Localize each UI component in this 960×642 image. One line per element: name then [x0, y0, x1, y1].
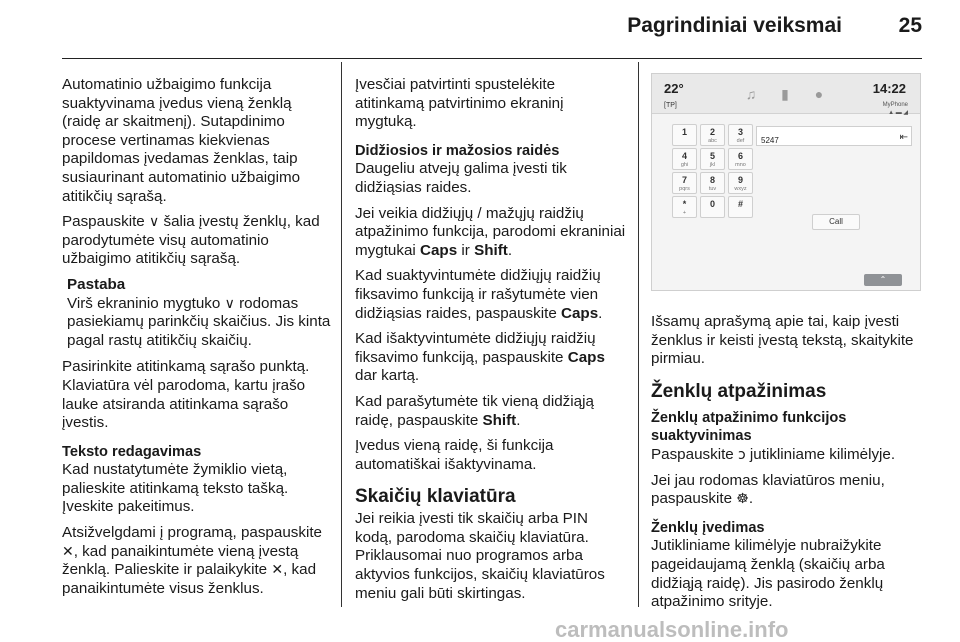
subsection-heading: Ženklų atpažinimo funkcijos suaktyvinimas	[651, 409, 847, 445]
keypad-key: 0	[700, 196, 725, 218]
call-button: Call	[812, 214, 860, 230]
page-number: 25	[898, 14, 922, 37]
paragraph: Jei veikia didžiųjų / mažųjų raidžių atpažinimo funkcija, parodomi ekraniniai mygtukai Caps ir Shift.	[355, 204, 626, 259]
handwriting-icon: ↄ	[737, 446, 746, 463]
paragraph: Pasirinkite atitinkamą sąrašo punktą. Klaviatūra vėl parodoma, kartu įrašo lauke atsiranda atitinkama sąrašo įvestis.	[62, 358, 310, 432]
shift-label: Shift	[482, 411, 517, 429]
keypad-key: * +	[672, 196, 697, 218]
caps-label: Caps	[420, 241, 458, 259]
page-header	[0, 0, 960, 62]
number-input	[756, 126, 912, 146]
keypad-key: #	[728, 196, 753, 218]
watermark: carmanualsonline.info	[555, 617, 789, 642]
column-divider-left	[341, 62, 342, 607]
header-rule	[62, 58, 922, 59]
paragraph: Įvesčiai patvirtinti spustelėkite atitinkamą patvirtinimo ekraninį mygtuką.	[355, 76, 564, 131]
paragraph: Kad nustatytumėte žymiklio vietą, palieskite atitinkamą teksto tašką. Įveskite pakeitimus.	[62, 461, 289, 516]
page-title: Pagrindiniai veiksmai	[627, 14, 842, 37]
close-icon: ✕	[62, 543, 74, 560]
paragraph: Kad išaktyvintumėte didžiųjų raidžių fiksavimo funkciją, paspauskite Caps dar kartą.	[355, 330, 605, 385]
column-2	[355, 76, 627, 610]
paragraph: Jei reikia įvesti tik skaičių arba PIN kodą, parodoma skaičių klaviatūra. Priklausomai nuo programos arba aktyvios funkcijos, skaičių klaviatūros meniu gali būti skirtingas.	[355, 510, 605, 602]
note-block	[62, 276, 334, 350]
status-bar	[652, 74, 920, 114]
paragraph: Kad suaktyvintumėte didžiųjų raidžių fiksavimo funkciją ir rašytumėte vien didžiąsias raides, paspauskite Caps.	[355, 267, 603, 322]
section-title: Skaičių klaviatūra	[355, 486, 516, 508]
phone-icon: ▮	[781, 86, 789, 102]
paragraph: Jutikliniame kilimėlyje nubraižykite pageidaujamą ženklą (skaičių arba didžiąją raidę). Jis pasirodo ženklų atpažinimo srityje.	[651, 537, 885, 611]
number-value: 5247	[761, 136, 779, 145]
section-heading: Didžiosios ir mažosios raidės	[355, 142, 560, 159]
alert-icon: ●	[814, 86, 824, 102]
subsection-heading: Ženklų įvedimas	[651, 519, 765, 536]
paragraph: Daugeliu atvejų galima įvesti tik didžiąsias raides.	[355, 160, 567, 196]
keypad-key: 3 def	[728, 124, 753, 146]
keypad-key: 7 pqrs	[672, 172, 697, 194]
column-divider-right	[638, 62, 639, 607]
backspace-icon: ⇤	[899, 132, 908, 143]
chevron-down-icon: ∨	[224, 295, 235, 312]
note-title: Pastaba	[67, 275, 126, 293]
keypad-key: 4 ghi	[672, 148, 697, 170]
paragraph: Kad parašytumėte tik vieną didžiąją raidę, paspauskite Shift.	[355, 392, 594, 429]
paragraph: Jei jau rodomas klaviatūros meniu, paspauskite ☸.	[651, 471, 885, 508]
note-text: Virš ekraninio mygtuko ∨ rodomas pasiekiamų parinkčių skaičius. Jis kinta pagal rastų atitikčių skaičių.	[67, 294, 331, 349]
column-1	[62, 76, 334, 605]
close-icon: ✕	[271, 562, 284, 579]
temperature: 22°	[664, 81, 684, 96]
music-icon: ♫	[745, 86, 757, 102]
phone-label: MyPhone	[882, 102, 908, 108]
keypad-key: 9 wxyz	[728, 172, 753, 194]
paragraph: Paspauskite ↄ jutikliniame kilimėlyje.	[651, 445, 896, 463]
hide-keypad-icon: ⌃	[864, 274, 902, 286]
paragraph: Paspauskite ∨ šalia įvestų ženklų, kad parodytumėte visų automatinio užbaigimo atitikčių sąrašą.	[62, 213, 320, 268]
paragraph: Įvedus vieną raidę, ši funkcija automatiškai išaktyvinama.	[355, 437, 554, 473]
character-recognition-icon: ☸	[736, 491, 749, 508]
paragraph: Išsamų aprašymą apie tai, kaip įvesti ženklus ir keisti įvestą tekstą, skaitykite pirmiau.	[651, 313, 914, 368]
clock: 14:22	[872, 81, 906, 96]
signal-icon: ▲ ▬ ◢	[888, 110, 908, 116]
keypad-key: 5 jkl	[700, 148, 725, 170]
keypad-key: 6 mno	[728, 148, 753, 170]
section-heading: Teksto redagavimas	[62, 443, 202, 460]
chevron-down-icon: ∨	[148, 214, 160, 231]
keypad-key: 1	[672, 124, 697, 146]
keypad-key: 2 abc	[700, 124, 725, 146]
section-title: Ženklų atpažinimas	[651, 380, 827, 402]
caps-label: Caps	[561, 304, 599, 322]
column-3	[651, 76, 926, 619]
paragraph: Atsižvelgdami į programą, paspauskite ✕, kad panaikintumėte vieną įvestą ženklą. Palieskite ir palaikykite ✕, kad panaikintumėte visus ženklus.	[62, 524, 322, 597]
paragraph: Automatinio užbaigimo funkcija suaktyvinama įvedus vieną ženklą (raidę ar skaitmenį). Sutapdinimo procese vertinamas kiekvienas papildomas įvedamas ženklas, taip susiaurinant automatinio užbaigimo atitikčių sąrašą.	[62, 76, 301, 205]
keypad-key: 8 tuv	[700, 172, 725, 194]
shift-label: Shift	[474, 241, 508, 259]
caps-label: Caps	[567, 348, 605, 366]
keypad-screen-illustration	[651, 73, 921, 291]
tp-indicator: [TP]	[664, 102, 677, 109]
